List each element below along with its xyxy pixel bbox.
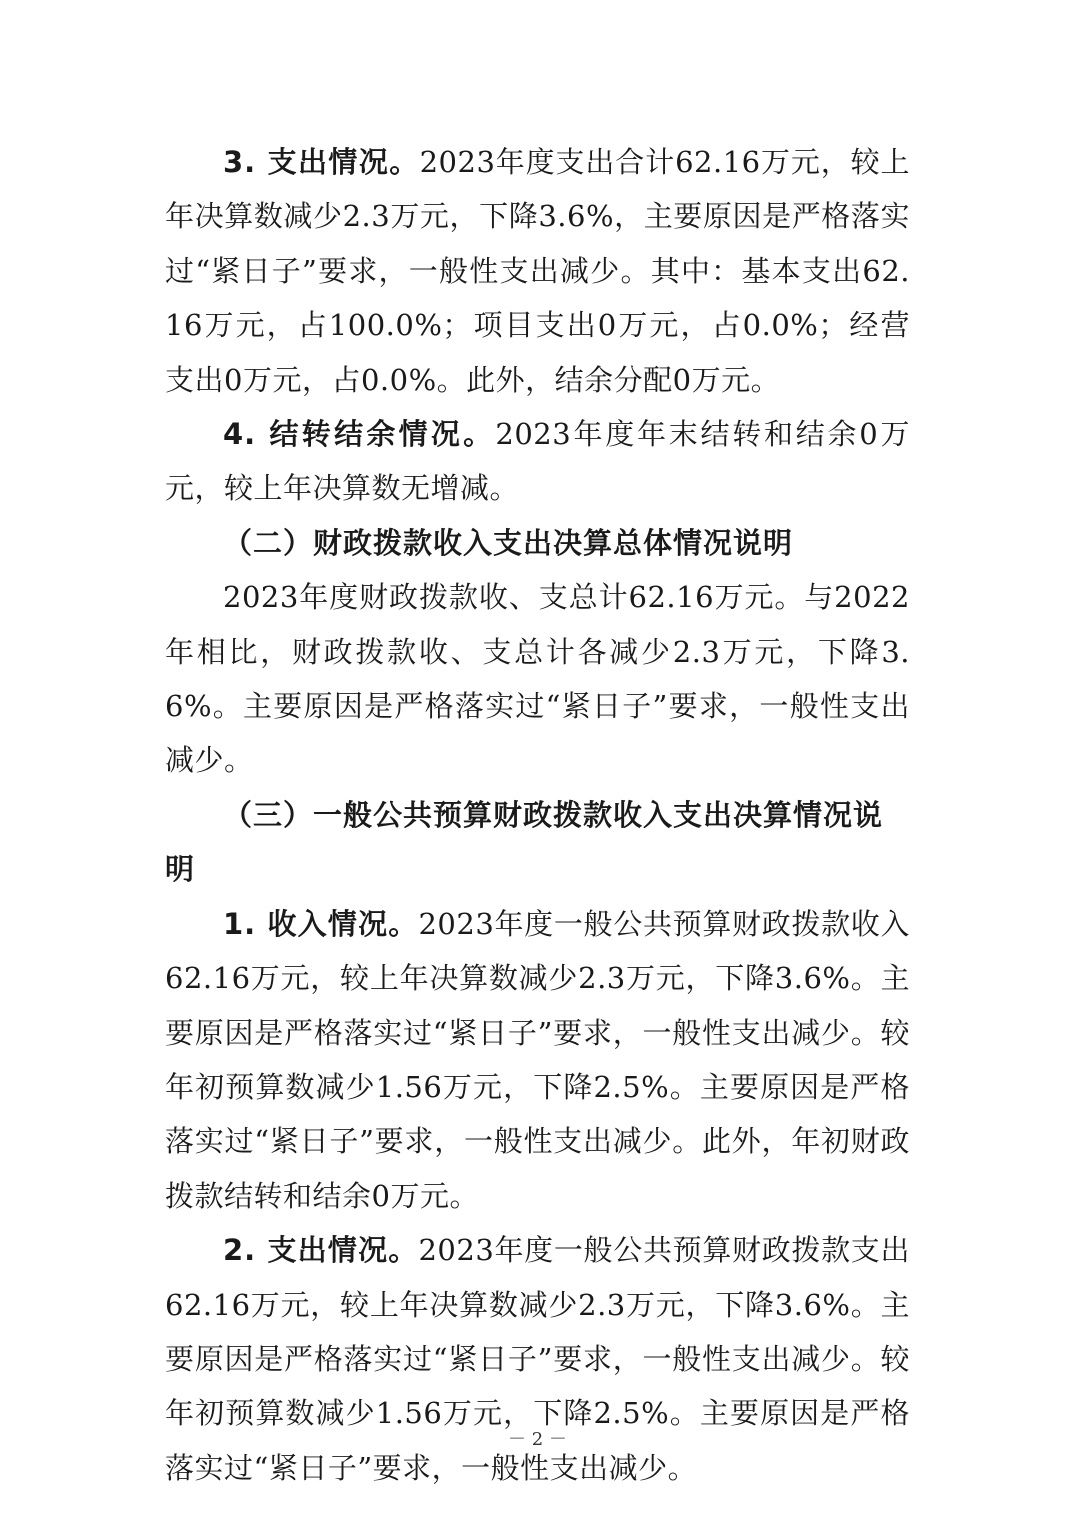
- paragraph-text: 2023年度一般公共预算财政拨款支出62.16万元，较上年决算数减少2.3万元，下降3.6%。主要原因是严格落实过“紧日子”要求，一般性支出减少。较年初预算数减少1.56万元，下降2.5%。主要原因是严格落实过“紧日子”要求，一般性支出减少。: [165, 1233, 910, 1485]
- paragraph-text: 2023年度一般公共预算财政拨款收入62.16万元，较上年决算数减少2.3万元，下降3.6%。主要原因是严格落实过“紧日子”要求，一般性支出减少。较年初预算数减少1.56万元，下降2.5%。主要原因是严格落实过“紧日子”要求，一般性支出减少。此外，年初财政拨款结转和结余0万元。: [165, 906, 910, 1213]
- paragraph-lead: 3. 支出情况。: [223, 145, 420, 179]
- page-number: － 2 －: [508, 1429, 567, 1450]
- paragraph-lead: 4. 结转结余情况。: [223, 417, 496, 452]
- paragraph-lead: 2. 支出情况。: [223, 1233, 419, 1268]
- paragraph-general-expenditure: [165, 1223, 910, 1495]
- document-body: [165, 135, 910, 1495]
- paragraph-expenditure: [165, 135, 910, 407]
- section-heading-3: （三）一般公共预算财政拨款收入支出决算情况说明: [165, 797, 884, 887]
- paragraph-income: [165, 897, 910, 1223]
- paragraph-fiscal-overview: 2023年度财政拨款收、支总计62.16万元。与2022年相比，财政拨款收、支总计各减少2.3万元，下降3.6%。主要原因是严格落实过“紧日子”要求，一般性支出减少。: [165, 580, 910, 778]
- paragraph-text: 2023年度支出合计62.16万元，较上年决算数减少2.3万元，下降3.6%，主要原因是严格落实过“紧日子”要求，一般性支出减少。其中：基本支出62.16万元，占100.0%；项目支出0万元，占0.0%；经营支出0万元，占0.0%。此外，结余分配0万元。: [165, 145, 911, 397]
- paragraph-text: 2023年度年末结转和结余0万元，较上年决算数无增减。: [165, 417, 910, 506]
- paragraph-lead: 1. 收入情况。: [223, 906, 419, 941]
- section-heading-2: （二）财政拨款收入支出决算总体情况说明: [223, 525, 794, 560]
- paragraph-carryover: [165, 407, 910, 516]
